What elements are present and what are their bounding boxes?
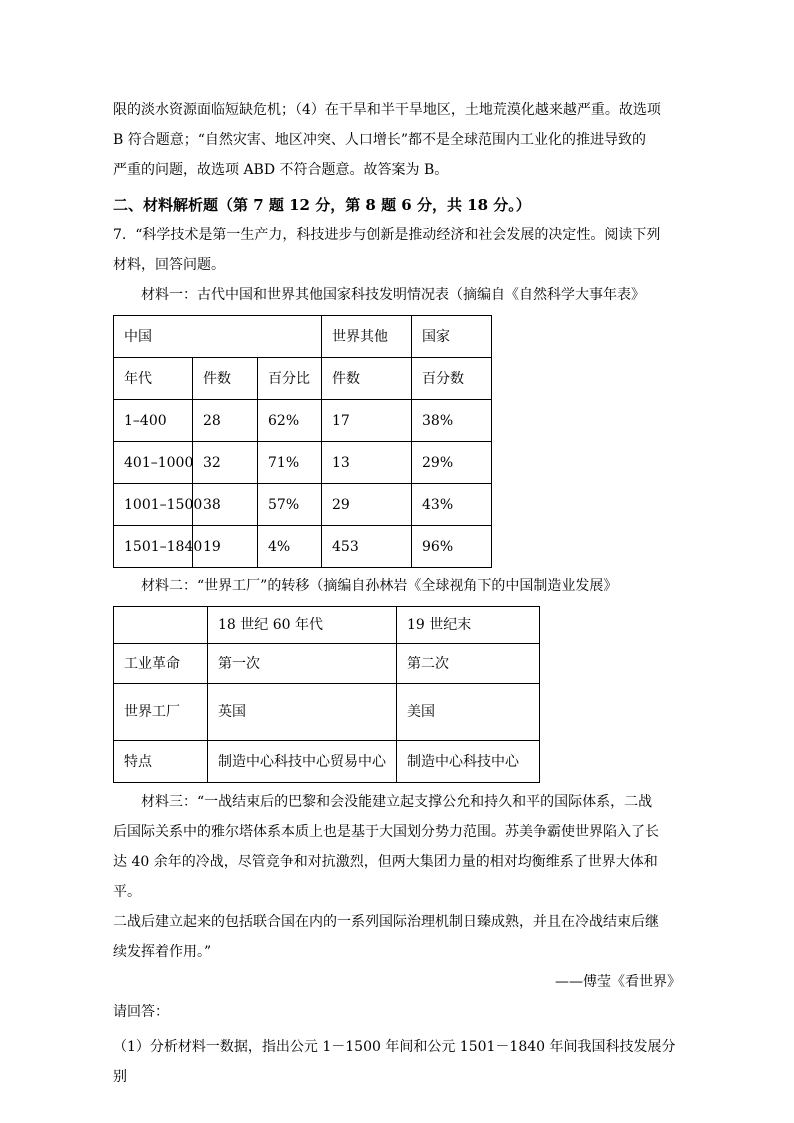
table-cell: 第二次 xyxy=(397,644,540,684)
table-cell: 制造中心科技中心贸易中心 xyxy=(208,741,397,783)
table-row xyxy=(114,316,492,358)
table-row xyxy=(114,607,540,644)
table-row xyxy=(114,442,492,484)
table-cell: 57% xyxy=(258,484,322,526)
material2-table xyxy=(113,606,540,783)
material3-paragraph: 材料三：“一战结束后的巴黎和会没能建立起支撑公允和持久和平的国际体系，二战 后国际关系中的雅尔塔体系本质上也是基于大国划分势力范围。苏美争霸使世界陷入了长 达 40 余年的冷战，尽管竞争和对抗激烈，但两大集团力量的相对均衡维系了世界大体和平。 二战后建立起来的包括联合国在内的一系列国际治理机制日臻成熟，并且在冷战结束后继 续发挥着作用。” xyxy=(113,794,659,960)
table-cell: 453 xyxy=(322,526,412,568)
table-cell: 美国 xyxy=(397,684,540,741)
answer-explanation-paragraph: 限的淡水资源面临短缺危机；（4）在干旱和半干旱地区，土地荒漠化越来越严重。故选项 B 符合题意；“自然灾害、地区冲突、人口增长”都不是全球范围内工业化的推进导致的 严重的问题，故选项 ABD 不符合题意。故答案为 B。 xyxy=(113,102,661,178)
table-cell: 38 xyxy=(193,484,258,526)
table-cell: 17 xyxy=(322,400,412,442)
table-cell: 19 世纪末 xyxy=(397,607,540,644)
answer-prompt: 请回答： xyxy=(113,1004,169,1020)
table-cell: 件数 xyxy=(193,358,258,400)
material1-caption: 材料一：古代中国和世界其他国家科技发明情况表（摘编自《自然科学大事年表》 xyxy=(141,287,645,303)
table-row xyxy=(114,484,492,526)
table-cell: 29% xyxy=(412,442,492,484)
table-cell: 43% xyxy=(412,484,492,526)
table-cell: 32 xyxy=(193,442,258,484)
table-cell: 13 xyxy=(322,442,412,484)
table-cell: 件数 xyxy=(322,358,412,400)
table-cell: 62% xyxy=(258,400,322,442)
table-row xyxy=(114,644,540,684)
table-cell: 19 xyxy=(193,526,258,568)
table-cell: 英国 xyxy=(208,684,397,741)
table-cell: 制造中心科技中心 xyxy=(397,741,540,783)
table-cell xyxy=(114,607,208,644)
table-cell: 1–400 xyxy=(114,400,193,442)
material3-attribution: ——傅莹《看世界》 xyxy=(555,974,681,990)
table-cell: 百分比 xyxy=(258,358,322,400)
table-cell: 4% xyxy=(258,526,322,568)
table-cell: 28 xyxy=(193,400,258,442)
table-cell: 百分数 xyxy=(412,358,492,400)
table-row xyxy=(114,741,540,783)
table-row xyxy=(114,400,492,442)
section-heading: 二、材料解析题（第 7 题 12 分，第 8 题 6 分，共 18 分。） xyxy=(113,196,531,214)
table-cell: 18 世纪 60 年代 xyxy=(208,607,397,644)
table-cell: 世界其他 xyxy=(322,316,412,358)
sub-question-1: （1）分析材料一数据，指出公元 1－1500 年间和公元 1501－1840 年间我国科技发展分别 xyxy=(113,1039,676,1085)
table-cell: 第一次 xyxy=(208,644,397,684)
material2-caption: 材料二：“世界工厂”的转移（摘编自孙林岩《全球视角下的中国制造业发展》 xyxy=(141,578,618,594)
table-cell: 年代 xyxy=(114,358,193,400)
table-cell: 特点 xyxy=(114,741,208,783)
table-cell: 38% xyxy=(412,400,492,442)
table-cell: 工业革命 xyxy=(114,644,208,684)
table-cell: 401–1000 xyxy=(114,442,193,484)
table-cell: 29 xyxy=(322,484,412,526)
table-cell: 96% xyxy=(412,526,492,568)
table-cell: 1501–1840 xyxy=(114,526,193,568)
material1-table xyxy=(113,315,492,568)
question-7-text: 7. “科学技术是第一生产力，科技进步与创新是推动经济和社会发展的决定性。阅读下列 材料，回答问题。 xyxy=(113,227,661,273)
table-row xyxy=(114,684,540,741)
table-cell: 世界工厂 xyxy=(114,684,208,741)
table-cell: 1001–1500 xyxy=(114,484,193,526)
table-cell: 国家 xyxy=(412,316,492,358)
table-row xyxy=(114,358,492,400)
table-cell: 71% xyxy=(258,442,322,484)
table-row xyxy=(114,526,492,568)
table-cell: 中国 xyxy=(114,316,322,358)
